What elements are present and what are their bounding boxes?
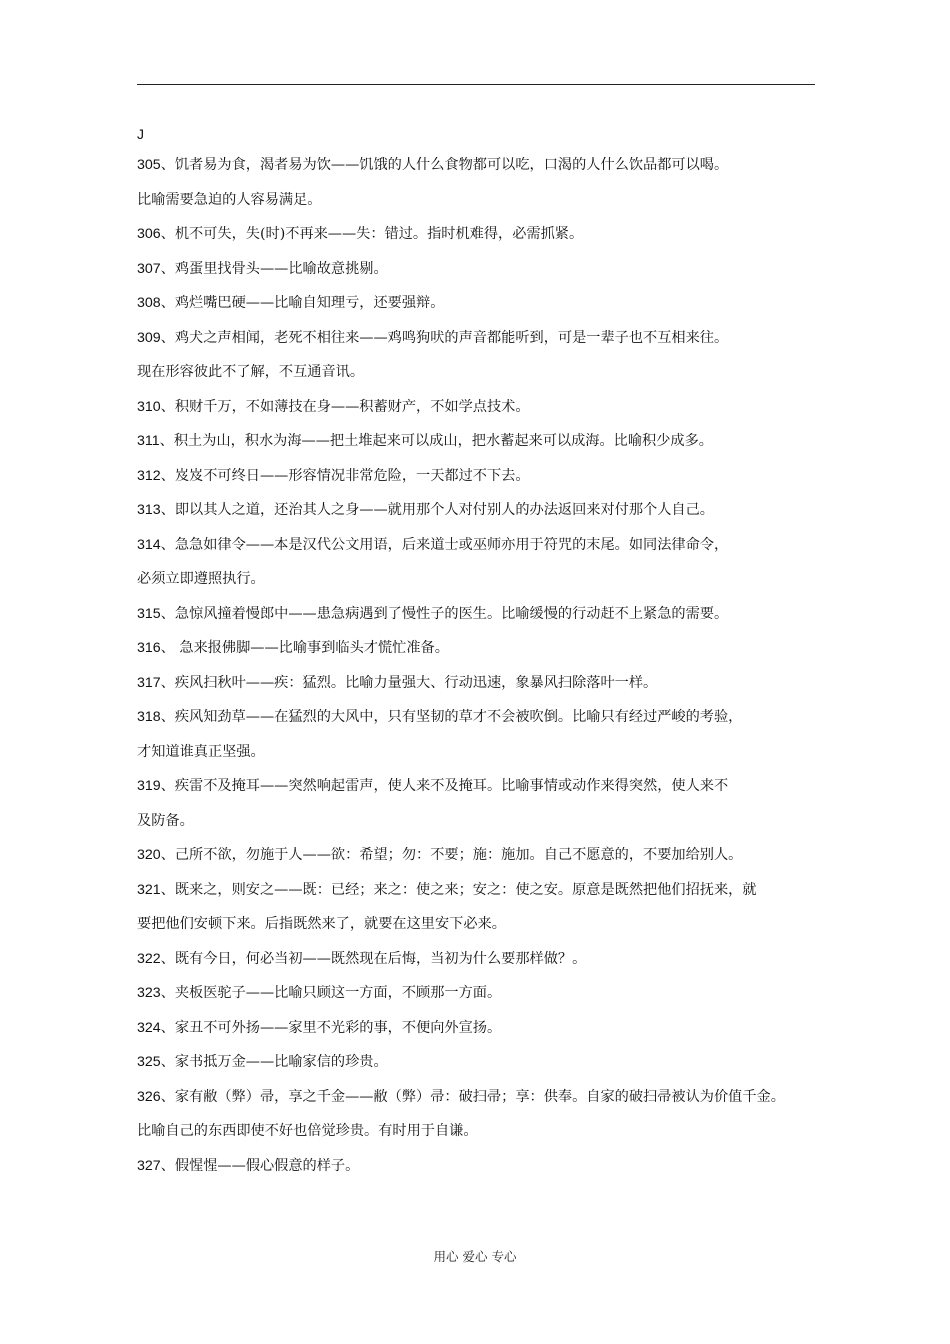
entry-line — [137, 1157, 837, 1175]
entry-line — [137, 708, 837, 726]
entry-number: 315 — [137, 605, 161, 622]
entry-text: 比喻自己的东西即使不好也倍觉珍贵。有时用于自谦。 — [137, 1123, 478, 1139]
entry-continuation-line — [137, 743, 837, 761]
entry-number: 316 — [137, 640, 161, 656]
entry-text: 、疾风扫秋叶——疾：猛烈。比喻力量强大、行动迅速，象暴风扫除落叶一样。 — [160, 674, 658, 691]
entry-continuation-line — [137, 570, 837, 588]
entry-number: 318 — [137, 709, 161, 725]
entry-number: 310 — [137, 398, 161, 415]
entry-number: 317 — [137, 674, 161, 691]
entry-text: 、饥者易为食，渴者易为饮——饥饿的人什么食物都可以吃，口渴的人什么饮品都可以喝。 — [160, 157, 729, 173]
page-footer: 用心 爱心 专心 — [433, 1249, 517, 1264]
entry-continuation-line — [137, 363, 837, 381]
entry-line — [137, 777, 837, 795]
entry-number: 309 — [137, 329, 161, 346]
entry-text: 、疾风知劲草——在猛烈的大风中，只有坚韧的草才不会被吹倒。比喻只有经过严峻的考验， — [160, 709, 743, 725]
entry-text: 、家有敝（弊）帚，享之千金——敝（弊）帚：破扫帚；享：供奉。自家的破扫帚被认为价值千金。 — [160, 1088, 785, 1105]
entry-number: 305 — [137, 157, 161, 173]
entry-continuation-line — [137, 812, 837, 830]
entry-text: 、疾雷不及掩耳——突然响起雷声，使人来不及掩耳。比喻事情或动作来得突然，使人来不 — [160, 778, 729, 794]
entry-text: 、积土为山，积水为海——把土堆起来可以成山，把水蓄起来可以成海。比喻积少成多。 — [159, 433, 713, 449]
entry-number: 313 — [137, 502, 161, 518]
entry-list — [137, 156, 837, 1175]
entry-line — [137, 674, 837, 692]
entry-line — [137, 398, 837, 416]
entry-number: 308 — [137, 295, 161, 311]
entry-text: 、鸡蛋里找骨头——比喻故意挑剔。 — [160, 260, 388, 277]
entry-text: 才知道谁真正坚强。 — [137, 743, 265, 760]
entry-continuation-line — [137, 915, 837, 933]
entry-text: 、既来之，则安之——既：已经；来之：使之来；安之：使之安。原意是既然把他们招抚来，就 — [160, 881, 757, 898]
entry-text: 、机不可失，失(时)不再来——失：错过。指时机难得，必需抓紧。 — [160, 226, 584, 242]
entry-number: 312 — [137, 467, 161, 484]
entry-number: 314 — [137, 536, 161, 553]
section-letter: J — [137, 126, 144, 142]
entry-number: 307 — [137, 260, 161, 277]
entry-line — [137, 639, 837, 657]
entry-text: 、夹板医驼子——比喻只顾这一方面，不顾那一方面。 — [160, 985, 502, 1001]
entry-text: 要把他们安顿下来。后指既然来了，就要在这里安下必来。 — [137, 916, 506, 932]
entry-text: 及防备。 — [137, 812, 194, 829]
entry-line — [137, 605, 837, 623]
entry-text: 、积财千万，不如薄技在身——积蓄财产，不如学点技术。 — [160, 398, 530, 415]
entry-number: 327 — [137, 1157, 161, 1174]
entry-text: 现在形容彼此不了解，不互通音讯。 — [137, 364, 365, 380]
entry-line — [137, 467, 837, 485]
entry-text: 、家书抵万金——比喻家信的珍贵。 — [160, 1054, 388, 1070]
entry-text: 、急急如律令——本是汉代公文用语，后来道士或巫师亦用于符咒的末尾。如同法律命令， — [160, 536, 729, 553]
entry-text: 、 急来报佛脚——比喻事到临头才慌忙准备。 — [160, 640, 449, 656]
entry-line — [137, 1053, 837, 1071]
entry-line — [137, 1088, 837, 1106]
entry-line — [137, 984, 837, 1002]
entry-line — [137, 156, 837, 174]
entry-text: 、己所不欲，勿施于人——欲：希望；勿：不要；施：施加。自己不愿意的，不要加给别人。 — [160, 847, 743, 863]
entry-line — [137, 501, 837, 519]
entry-text: 、急惊风撞着慢郎中——患急病遇到了慢性子的医生。比喻缓慢的行动赶不上紧急的需要。 — [160, 605, 729, 622]
entry-line — [137, 260, 837, 278]
entry-line — [137, 536, 837, 554]
entry-continuation-line — [137, 1122, 837, 1140]
entry-line — [137, 846, 837, 864]
entry-number: 326 — [137, 1088, 161, 1105]
entry-number: 320 — [137, 847, 161, 863]
entry-number: 306 — [137, 226, 161, 242]
entry-text: 、鸡烂嘴巴硬——比喻自知理亏，还要强辩。 — [160, 295, 445, 311]
entry-number: 323 — [137, 985, 161, 1001]
entry-text: 必须立即遵照执行。 — [137, 571, 265, 587]
document-body — [137, 124, 837, 1191]
entry-line — [137, 881, 837, 899]
entry-number: 325 — [137, 1054, 161, 1070]
entry-line — [137, 432, 837, 450]
entry-number: 324 — [137, 1019, 161, 1036]
header-rule — [137, 84, 815, 85]
entry-number: 322 — [137, 950, 161, 967]
entry-line — [137, 294, 837, 312]
entry-text: 、假惺惺——假心假意的样子。 — [160, 1157, 360, 1174]
entry-continuation-line — [137, 191, 837, 209]
entry-text: 、既有今日，何必当初——既然现在后悔，当初为什么要那样做？。 — [160, 950, 587, 967]
entry-text: 比喻需要急迫的人容易满足。 — [137, 191, 322, 208]
entry-line — [137, 950, 837, 968]
entry-number: 319 — [137, 778, 161, 794]
entry-text: 、家丑不可外扬——家里不光彩的事，不便向外宣扬。 — [160, 1019, 502, 1036]
entry-text: 、鸡犬之声相闻，老死不相往来——鸡鸣狗吠的声音都能听到，可是一辈子也不互相来往。 — [160, 329, 729, 346]
entry-line — [137, 225, 837, 243]
entry-line — [137, 1019, 837, 1037]
entry-line — [137, 329, 837, 347]
entry-number: 321 — [137, 881, 161, 898]
entry-text: 、岌岌不可终日——形容情况非常危险，一天都过不下去。 — [160, 467, 530, 484]
entry-text: 、即以其人之道，还治其人之身——就用那个人对付别人的办法返回来对付那个人自己。 — [160, 502, 714, 518]
entry-number: 311 — [137, 433, 160, 449]
